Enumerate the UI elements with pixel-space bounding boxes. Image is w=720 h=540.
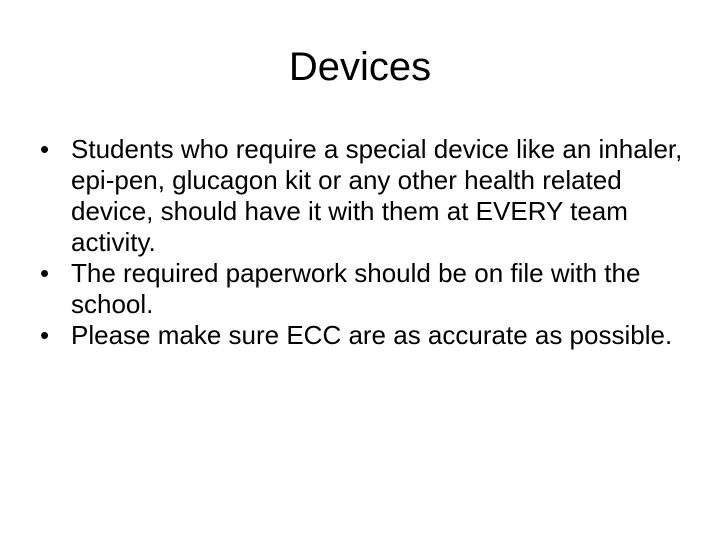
bullet-text: The required paperwork should be on file with the school. — [71, 258, 641, 319]
bullet-glyph: • — [40, 320, 50, 350]
bullet-text: Students who require a special device like an inhaler, epi-pen, glucagon kit or any other health related device, should have it with them at EVERY team activity. — [71, 134, 683, 257]
bullet-glyph: • — [40, 134, 50, 164]
bullet-item-paperwork — [40, 258, 690, 320]
slide-title: Devices — [288, 45, 432, 89]
bullet-text: Please make sure ECC are as accurate as possible. — [71, 320, 673, 350]
bullet-item-devices — [40, 134, 690, 258]
bullet-glyph: • — [40, 258, 50, 288]
bullet-list — [40, 134, 690, 351]
bullet-item-ecc — [40, 320, 690, 351]
